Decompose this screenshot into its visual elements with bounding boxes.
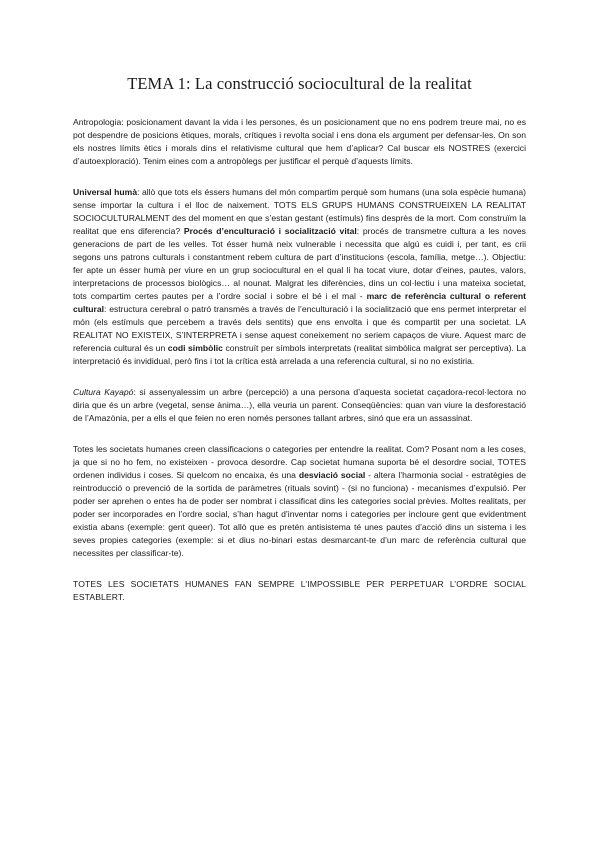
term-codi-simbolic: codi simbòlic: [167, 343, 223, 353]
term-desviacio-social: desviació social: [298, 470, 366, 480]
paragraph-cultura-kayapo: Cultura Kayapó: si assenyalessim un arbre (percepció) a una persona d’aquesta societat caçadora-recol·lectora no diria que és un arbre (vegetal, sense ànima…), ella veuria un parent. Conseqüències: quan van viure la desforestació de l’Amazònia, per a ells el que feien no eren només persones tallant arbres, sinó que era un assassinat.: [73, 387, 526, 423]
paragraph-classificacions: Totes les societats humanes creen classificacions o categories per entendre la realitat. Com? Posant nom a les coses, ja que si no ho fem, no existeixen - provoca desordre. Cap societat humana suporta bé el desordre social, TOTES ordenen individus i coses. Si quelcom no encaixa, és una desviació social - altera l’harmonia social - estratègies de reintroducció o prevenció de la sortida de paràmetres (rituals sovint) - (si no funciona) - mecanismes d’expulsió. Per poder ser aprehen o entes ha de poder ser nombrat i classificat dins les categories social prèvies. Moltes realitats, per poder ser incorporades en l’ordre social, s’han hagut d’inventar noms i categories per incloure gent que evidentment existia abans (exemple: gent queer). Tot allò que es pretén antisistema té unes pautes d’acció dins un sistema i les seves propies categories (exemple: si et dius no-binari estas desmarcant-te d’un marc de referència cultural que necessites per classificar-te).: [73, 444, 526, 558]
page-title: TEMA 1: La construcció sociocultural de la realitat: [127, 74, 472, 93]
term-marc-referencia: marc de referència cultural o referent cultural: [73, 291, 526, 314]
paragraph-universal-huma: Universal humà: allò que tots els éssers humans del món compartim perquè som humans (una sola espècie humana) sense importar la cultura i el lloc de naixement. TOTS ELS GRUPS HUMANS CONSTRUEIXEN LA REALITAT SOCIOCULTURALMENT des del moment en que s’estan gestant (estímuls) fins desprès de la mort. Com construïm la realitat que ens diferencia? Procés d’enculturació i socialització vital: procés de transmetre cultura a les noves generacions de part de les velles. Tot ésser humà neix vulnerable i necessita que algú es cuidi i, per tant, es crii segons uns patrons culturals i constantment rebem cultura de part d’institucions (escola, família, metge…). Objectiu: fer apte un ésser humà per viure en un grup sociocultural en el qual li ha tocat viure, dotar d’eines, pautes, valors, interpretacions de processos biològics… al nounat. Malgrat les diferències, dins un col·lectiu i una mateixa societat, tots compartim certes pautes per a l’ordre social i sobre el bé i el mal - marc de referència cultural o referent cultural: estructura cerebral o patró transmès a través de l’enculturació i la socialització que ens permet interpretar el món (els estímuls que percebem a través dels sentits) que ens envolta i que és compartit per una societat. LA REALITAT NO EXISTEIX, S’INTERPRETA i sense aquest coneixement no seriem capaços de viure. Aquest marc de referencia cultural és un codi simbòlic construït per símbols interpretats (realitat simbòlica malgrat ser perceptiva). La interpretació és invididual, però fins i tot la crítica està arrelada a una referencia cultural, si no no existiria.: [73, 187, 526, 366]
term-cultura-kayapo: Cultura Kayapó: [73, 387, 134, 397]
term-proces-enculturacio: Procés d’enculturació i socialització vital: [183, 226, 357, 236]
paragraph-conclusion: TOTES LES SOCIETATS HUMANES FAN SEMPRE L’IMPOSSIBLE PER PERPETUAR L’ORDRE SOCIAL ESTABLERT.: [73, 579, 526, 602]
term-universal-huma: Universal humà: [73, 187, 138, 197]
paragraph-antropologia: Antropologia: posicionament davant la vida i les persones, és un posicionament que no ens podrem treure mai, no es pot despendre de posicions ètiques, morals, crítiques i revolta social i ens dona els argument per defensar-les. On son els nostres límits ètics i morals dins el relativisme cultural que hem d’aplicar? Cal buscar els NOSTRES (exercici d’autoexploració). Tenim eines com a antropòlegs per justificar el perquè d’aquests límits.: [73, 117, 526, 166]
